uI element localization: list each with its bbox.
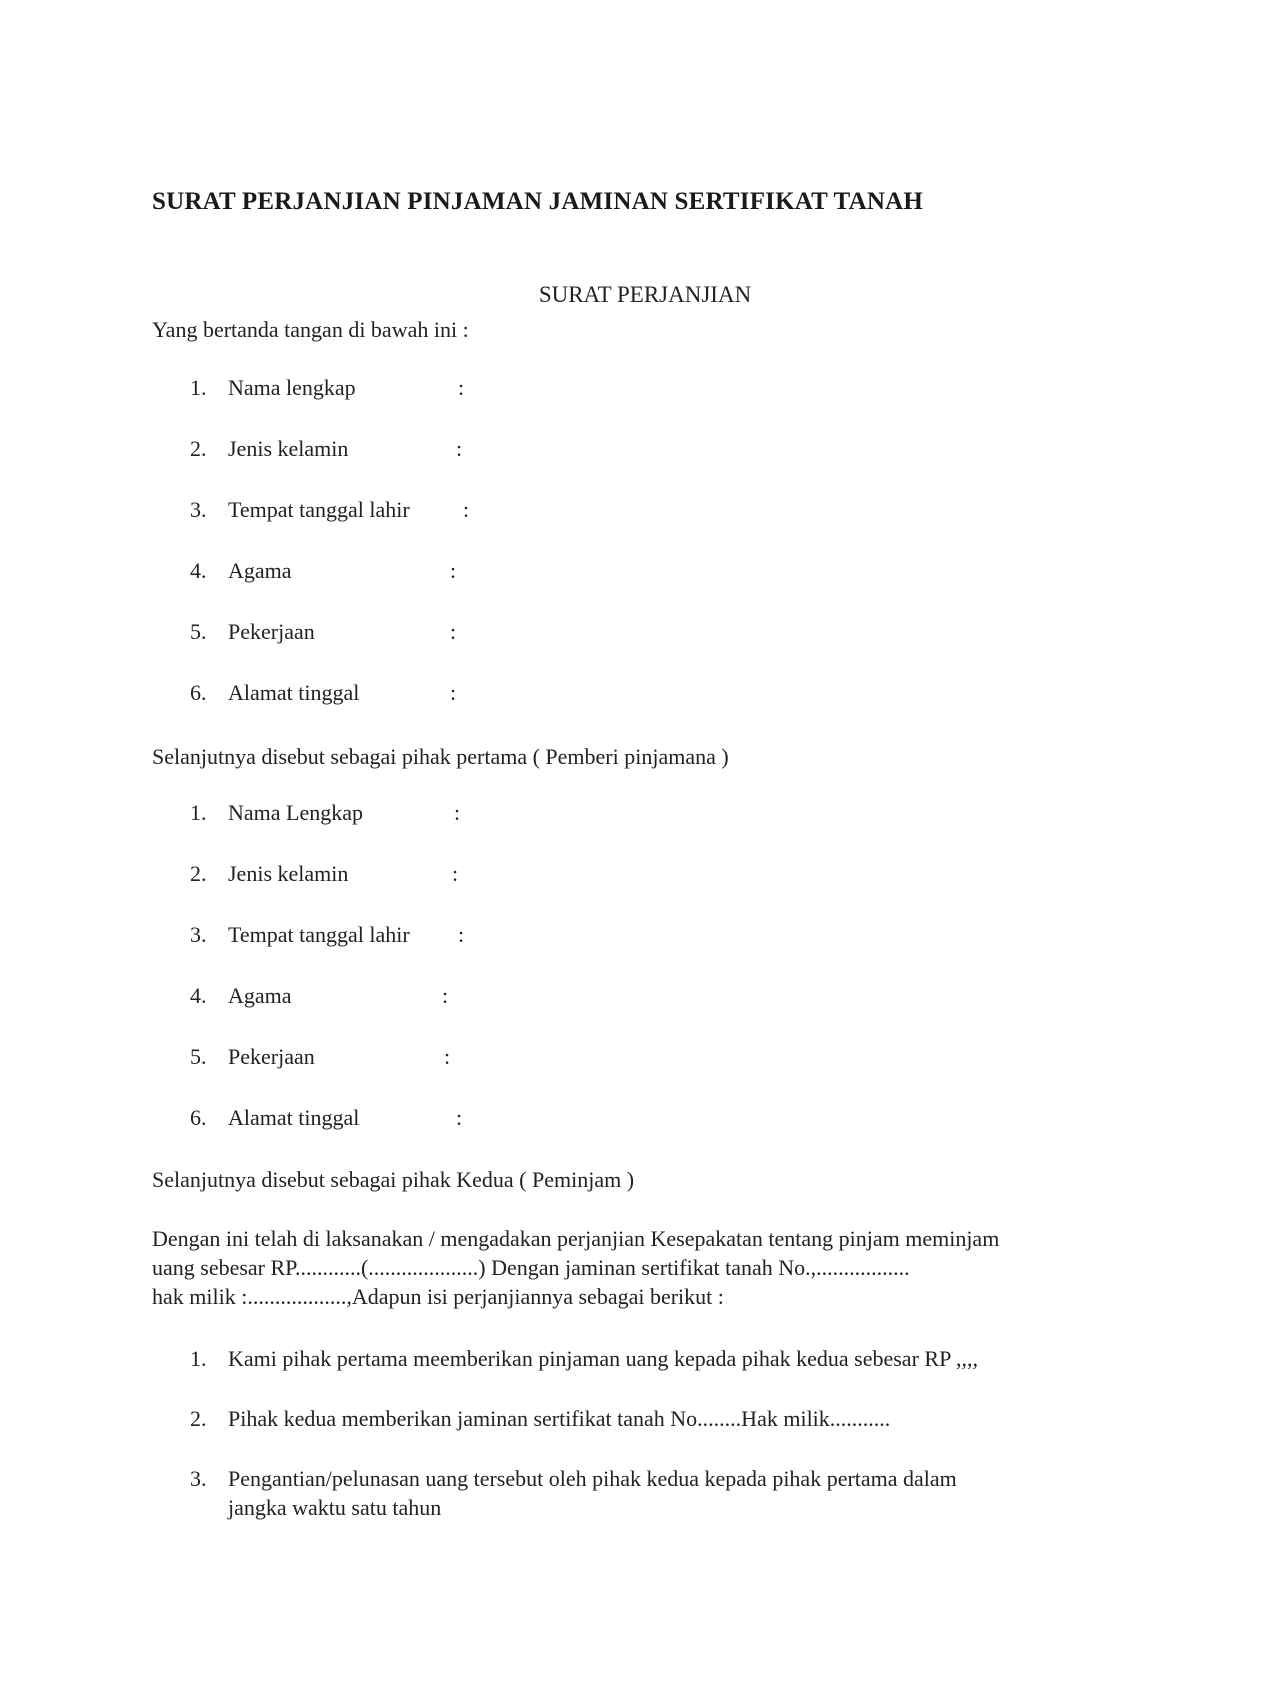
term-number: 3. (190, 1466, 207, 1491)
term-text: Pengantian/pelunasan uang tersebut oleh pihak kedua kepada pihak pertama dalam (228, 1466, 957, 1491)
field-label: Jenis kelamin (228, 861, 349, 886)
field-label: Pekerjaan (228, 1044, 315, 1069)
field-colon: : (444, 1044, 451, 1069)
agreement-line: uang sebesar RP............(....................) Dengan jaminan sertifikat tanah No.,................. (152, 1255, 910, 1280)
term-text: Pihak kedua memberikan jaminan sertifikat tanah No........Hak milik........... (228, 1406, 891, 1431)
field-colon: : (450, 680, 457, 705)
field-colon: : (442, 983, 449, 1008)
field-label: Alamat tinggal (228, 1105, 360, 1130)
term-item (190, 1404, 978, 1433)
field-number: 2. (190, 436, 207, 461)
agreement-line: hak milik :..................,Adapun isi perjanjiannya sebagai berikut : (152, 1284, 724, 1309)
agreement-line: Dengan ini telah di laksanakan / mengadakan perjanjian Kesepakatan tentang pinjam meminjam (152, 1226, 1000, 1251)
field-label: Alamat tinggal (228, 680, 360, 705)
field-colon: : (458, 922, 465, 947)
term-number: 1. (190, 1346, 207, 1371)
field-number: 1. (190, 375, 207, 400)
field-number: 5. (190, 619, 207, 644)
field-number: 4. (190, 983, 207, 1008)
party-one-statement: Selanjutnya disebut sebagai pihak pertama ( Pemberi pinjamana ) (152, 744, 729, 769)
field-label: Agama (228, 983, 292, 1008)
terms-list (190, 1344, 978, 1553)
party-two-statement: Selanjutnya disebut sebagai pihak Kedua ( Peminjam ) (152, 1167, 635, 1192)
field-label: Pekerjaan (228, 619, 315, 644)
term-item (190, 1464, 978, 1522)
field-number: 6. (190, 680, 207, 705)
term-item (190, 1344, 978, 1373)
field-number: 1. (190, 800, 207, 825)
field-label: Agama (228, 558, 292, 583)
document-title: SURAT PERJANJIAN PINJAMAN JAMINAN SERTIFIKAT TANAH (152, 188, 923, 215)
field-label: Tempat tanggal lahir (228, 922, 410, 947)
field-colon: : (452, 861, 459, 886)
term-number: 2. (190, 1406, 207, 1431)
field-number: 6. (190, 1105, 207, 1130)
term-text: jangka waktu satu tahun (228, 1495, 442, 1520)
field-label: Nama Lengkap (228, 800, 363, 825)
field-label: Tempat tanggal lahir (228, 497, 410, 522)
field-label: Nama lengkap (228, 375, 356, 400)
intro-text: Yang bertanda tangan di bawah ini : (152, 317, 469, 342)
field-number: 2. (190, 861, 207, 886)
field-colon: : (463, 497, 470, 522)
field-label: Jenis kelamin (228, 436, 349, 461)
field-colon: : (458, 375, 465, 400)
document-subtitle: SURAT PERJANJIAN (538, 282, 752, 307)
field-number: 3. (190, 922, 207, 947)
field-number: 3. (190, 497, 207, 522)
field-colon: : (450, 619, 457, 644)
field-number: 5. (190, 1044, 207, 1069)
field-colon: : (454, 800, 461, 825)
field-colon: : (456, 1105, 463, 1130)
field-colon: : (450, 558, 457, 583)
agreement-paragraph (152, 1224, 999, 1311)
field-number: 4. (190, 558, 207, 583)
term-text: Kami pihak pertama meemberikan pinjaman uang kepada pihak kedua sebesar RP ,,,, (228, 1346, 978, 1371)
field-colon: : (456, 436, 463, 461)
